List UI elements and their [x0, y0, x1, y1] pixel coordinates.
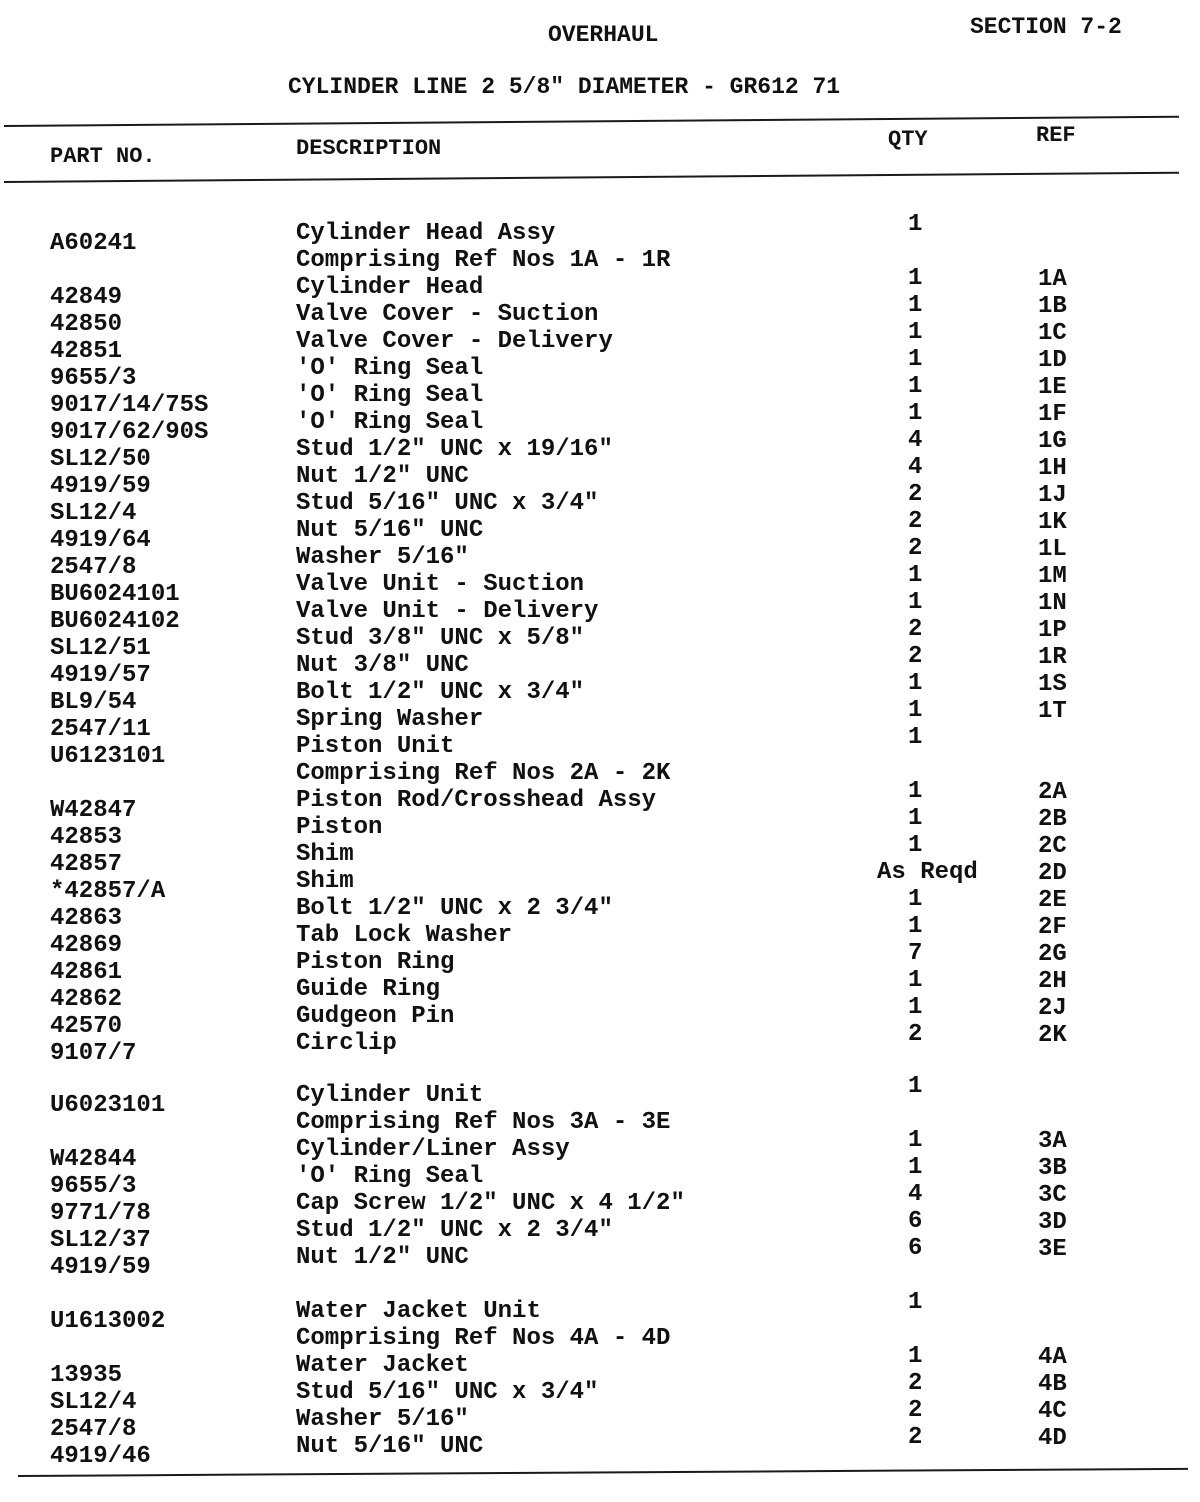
part-no-cell: *42857/A — [50, 878, 166, 905]
qty-cell: 1 — [908, 913, 923, 940]
qty-cell: 1 — [908, 319, 923, 346]
part-no-cell: 4919/59 — [50, 1254, 151, 1281]
qty-cell: 2 — [908, 643, 923, 670]
qty-cell: 1 — [908, 292, 923, 319]
ref-cell: 2C — [1038, 833, 1067, 860]
description-cell: Nut 5/16" UNC — [296, 517, 484, 544]
page-title: OVERHAUL — [548, 22, 659, 48]
qty-cell: 2 — [908, 1370, 923, 1397]
part-no-cell: BU6024101 — [50, 581, 180, 608]
ref-cell: 2D — [1038, 860, 1067, 887]
part-no-cell: A60241 — [50, 230, 137, 257]
description-cell: Stud 3/8" UNC x 5/8" — [296, 625, 585, 652]
part-no-cell: 4919/64 — [50, 527, 151, 554]
description-cell: Cylinder Head — [296, 274, 484, 301]
ref-cell: 1T — [1038, 698, 1067, 725]
table-row — [0, 1289, 1200, 1335]
part-no-cell: 9771/78 — [50, 1200, 151, 1227]
description-cell: Water Jacket Unit — [296, 1298, 541, 1325]
part-no-cell: SL12/4 — [50, 500, 137, 527]
ref-cell: 1G — [1038, 428, 1067, 455]
table-row — [0, 211, 1200, 257]
table-row — [0, 247, 1200, 274]
part-no-cell: 42861 — [50, 959, 123, 986]
qty-cell: 1 — [908, 346, 923, 373]
qty-cell: 7 — [908, 940, 923, 967]
qty-cell: 1 — [908, 211, 923, 238]
ref-cell: 1S — [1038, 671, 1067, 698]
ref-cell: 3E — [1038, 1236, 1067, 1263]
part-no-cell: 42862 — [50, 986, 123, 1013]
ref-cell: 4C — [1038, 1398, 1067, 1425]
table-row — [0, 1325, 1200, 1352]
ref-cell: 4D — [1038, 1425, 1067, 1452]
description-cell: Piston Unit — [296, 733, 455, 760]
qty-cell: 1 — [908, 1127, 923, 1154]
qty-cell: 1 — [908, 724, 923, 751]
part-no-cell: 9107/7 — [50, 1040, 137, 1067]
qty-cell: 1 — [908, 778, 923, 805]
description-cell: Valve Unit - Delivery — [296, 598, 599, 625]
qty-cell: 6 — [908, 1235, 923, 1262]
part-no-cell: SL12/4 — [50, 1389, 137, 1416]
ref-cell: 3B — [1038, 1155, 1067, 1182]
ref-cell: 2K — [1038, 1022, 1067, 1049]
qty-cell: 4 — [908, 427, 923, 454]
description-cell: Valve Unit - Suction — [296, 571, 585, 598]
part-no-cell: 9017/62/90S — [50, 419, 209, 446]
part-no-cell: SL12/37 — [50, 1227, 151, 1254]
description-cell: Cylinder/Liner Assy — [296, 1136, 570, 1163]
part-no-cell: 4919/46 — [50, 1443, 151, 1470]
description-cell: Stud 1/2" UNC x 19/16" — [296, 436, 613, 463]
ref-cell: 1C — [1038, 320, 1067, 347]
description-cell: Spring Washer — [296, 706, 484, 733]
qty-cell: 1 — [908, 886, 923, 913]
part-no-cell: 9655/3 — [50, 1173, 137, 1200]
ref-cell: 2H — [1038, 968, 1067, 995]
description-cell: Comprising Ref Nos 2A - 2K — [296, 760, 671, 787]
qty-cell: 1 — [908, 805, 923, 832]
table-row — [0, 760, 1200, 787]
ref-cell: 1N — [1038, 590, 1067, 617]
qty-cell: 1 — [908, 1343, 923, 1370]
description-cell: Nut 1/2" UNC — [296, 1244, 469, 1271]
description-cell: Shim — [296, 841, 354, 868]
qty-cell: 6 — [908, 1208, 923, 1235]
description-cell: Comprising Ref Nos 4A - 4D — [296, 1325, 671, 1352]
qty-cell: 1 — [908, 1289, 923, 1316]
part-no-cell: 42853 — [50, 824, 123, 851]
ref-cell: 1E — [1038, 374, 1067, 401]
qty-cell: 2 — [908, 481, 923, 508]
column-header-description: DESCRIPTION — [296, 136, 442, 161]
qty-cell: 1 — [908, 400, 923, 427]
qty-cell: 1 — [908, 373, 923, 400]
description-cell: 'O' Ring Seal — [296, 1163, 484, 1190]
ref-cell: 2G — [1038, 941, 1067, 968]
qty-cell: 1 — [908, 697, 923, 724]
qty-cell: 2 — [908, 1397, 923, 1424]
description-cell: Nut 5/16" UNC — [296, 1433, 484, 1460]
table-row — [0, 1073, 1200, 1119]
qty-cell: 2 — [908, 508, 923, 535]
qty-cell: 1 — [908, 265, 923, 292]
description-cell: Piston — [296, 814, 383, 841]
qty-cell: 1 — [908, 832, 923, 859]
qty-cell: 4 — [908, 1181, 923, 1208]
description-cell: Guide Ring — [296, 976, 441, 1003]
ref-cell: 2E — [1038, 887, 1067, 914]
qty-cell: 4 — [908, 454, 923, 481]
ref-cell: 2F — [1038, 914, 1067, 941]
description-cell: Bolt 1/2" UNC x 3/4" — [296, 679, 585, 706]
part-no-cell: 2547/8 — [50, 1416, 137, 1443]
qty-cell: 2 — [908, 1424, 923, 1451]
part-no-cell: BU6024102 — [50, 608, 180, 635]
part-no-cell: 4919/59 — [50, 473, 151, 500]
part-no-cell: 42851 — [50, 338, 123, 365]
ref-cell: 1M — [1038, 563, 1067, 590]
part-no-cell: 4919/57 — [50, 662, 151, 689]
section-label: SECTION 7-2 — [970, 14, 1122, 40]
description-cell: Stud 5/16" UNC x 3/4" — [296, 1379, 599, 1406]
ref-cell: 1D — [1038, 347, 1067, 374]
table-row — [0, 1109, 1200, 1136]
description-cell: Comprising Ref Nos 3A - 3E — [296, 1109, 671, 1136]
ref-cell: 4A — [1038, 1344, 1067, 1371]
column-header-part-no: PART NO. — [50, 144, 156, 169]
part-no-cell: SL12/50 — [50, 446, 151, 473]
description-cell: Water Jacket — [296, 1352, 469, 1379]
ref-cell: 1K — [1038, 509, 1067, 536]
description-cell: 'O' Ring Seal — [296, 355, 484, 382]
part-no-cell: W42847 — [50, 797, 137, 824]
part-no-cell: 42849 — [50, 284, 123, 311]
part-no-cell: 42857 — [50, 851, 123, 878]
part-no-cell: 9655/3 — [50, 365, 137, 392]
part-no-cell: 42869 — [50, 932, 123, 959]
part-no-cell: 2547/11 — [50, 716, 151, 743]
part-no-cell: U6023101 — [50, 1092, 166, 1119]
part-no-cell: 42850 — [50, 311, 123, 338]
description-cell: Cylinder Head Assy — [296, 220, 556, 247]
ref-cell: 1J — [1038, 482, 1067, 509]
description-cell: Valve Cover - Suction — [296, 301, 599, 328]
part-no-cell: 2547/8 — [50, 554, 137, 581]
page-subtitle: CYLINDER LINE 2 5/8" DIAMETER - GR612 71 — [288, 74, 841, 100]
qty-cell: 1 — [908, 967, 923, 994]
description-cell: Piston Rod/Crosshead Assy — [296, 787, 657, 814]
ref-cell: 2J — [1038, 995, 1067, 1022]
part-no-cell: 42863 — [50, 905, 123, 932]
ref-cell: 4B — [1038, 1371, 1067, 1398]
part-no-cell: U6123101 — [50, 743, 166, 770]
description-cell: Gudgeon Pin — [296, 1003, 455, 1030]
description-cell: Cap Screw 1/2" UNC x 4 1/2" — [296, 1190, 685, 1217]
description-cell: Tab Lock Washer — [296, 922, 513, 949]
part-no-cell: 9017/14/75S — [50, 392, 209, 419]
description-cell: Nut 3/8" UNC — [296, 652, 469, 679]
description-cell: Washer 5/16" — [296, 544, 469, 571]
qty-cell: 2 — [908, 1021, 923, 1048]
description-cell: 'O' Ring Seal — [296, 382, 484, 409]
part-no-cell: SL12/51 — [50, 635, 151, 662]
ref-cell: 2B — [1038, 806, 1067, 833]
part-no-cell: 13935 — [50, 1362, 123, 1389]
ref-cell: 1A — [1038, 266, 1067, 293]
qty-cell: 2 — [908, 616, 923, 643]
description-cell: Circlip — [296, 1030, 397, 1057]
ref-cell: 1L — [1038, 536, 1067, 563]
description-cell: Piston Ring — [296, 949, 455, 976]
ref-cell: 3C — [1038, 1182, 1067, 1209]
column-header-qty: QTY — [888, 127, 928, 152]
ref-cell: 1P — [1038, 617, 1067, 644]
description-cell: Nut 1/2" UNC — [296, 463, 469, 490]
description-cell: Cylinder Unit — [296, 1082, 484, 1109]
description-cell: Stud 1/2" UNC x 2 3/4" — [296, 1217, 613, 1244]
qty-cell: 1 — [908, 589, 923, 616]
qty-cell: 1 — [908, 1073, 923, 1100]
qty-cell: 1 — [908, 670, 923, 697]
description-cell: 'O' Ring Seal — [296, 409, 484, 436]
ref-cell: 3A — [1038, 1128, 1067, 1155]
part-no-cell: U1613002 — [50, 1308, 166, 1335]
qty-cell: 1 — [908, 562, 923, 589]
qty-cell: 1 — [908, 994, 923, 1021]
ref-cell: 3D — [1038, 1209, 1067, 1236]
description-cell: Comprising Ref Nos 1A - 1R — [296, 247, 671, 274]
column-header-ref: REF — [1036, 123, 1076, 148]
ref-cell: 1F — [1038, 401, 1067, 428]
description-cell: Stud 5/16" UNC x 3/4" — [296, 490, 599, 517]
ref-cell: 1B — [1038, 293, 1067, 320]
description-cell: Washer 5/16" — [296, 1406, 469, 1433]
description-cell: Shim — [296, 868, 354, 895]
ref-cell: 1H — [1038, 455, 1067, 482]
part-no-cell: W42844 — [50, 1146, 137, 1173]
description-cell: Bolt 1/2" UNC x 2 3/4" — [296, 895, 613, 922]
qty-cell: 1 — [908, 1154, 923, 1181]
qty-cell: 2 — [908, 535, 923, 562]
part-no-cell: BL9/54 — [50, 689, 137, 716]
part-no-cell: 42570 — [50, 1013, 123, 1040]
ref-cell: 2A — [1038, 779, 1067, 806]
qty-cell: As Reqd — [877, 859, 978, 886]
description-cell: Valve Cover - Delivery — [296, 328, 613, 355]
ref-cell: 1R — [1038, 644, 1067, 671]
